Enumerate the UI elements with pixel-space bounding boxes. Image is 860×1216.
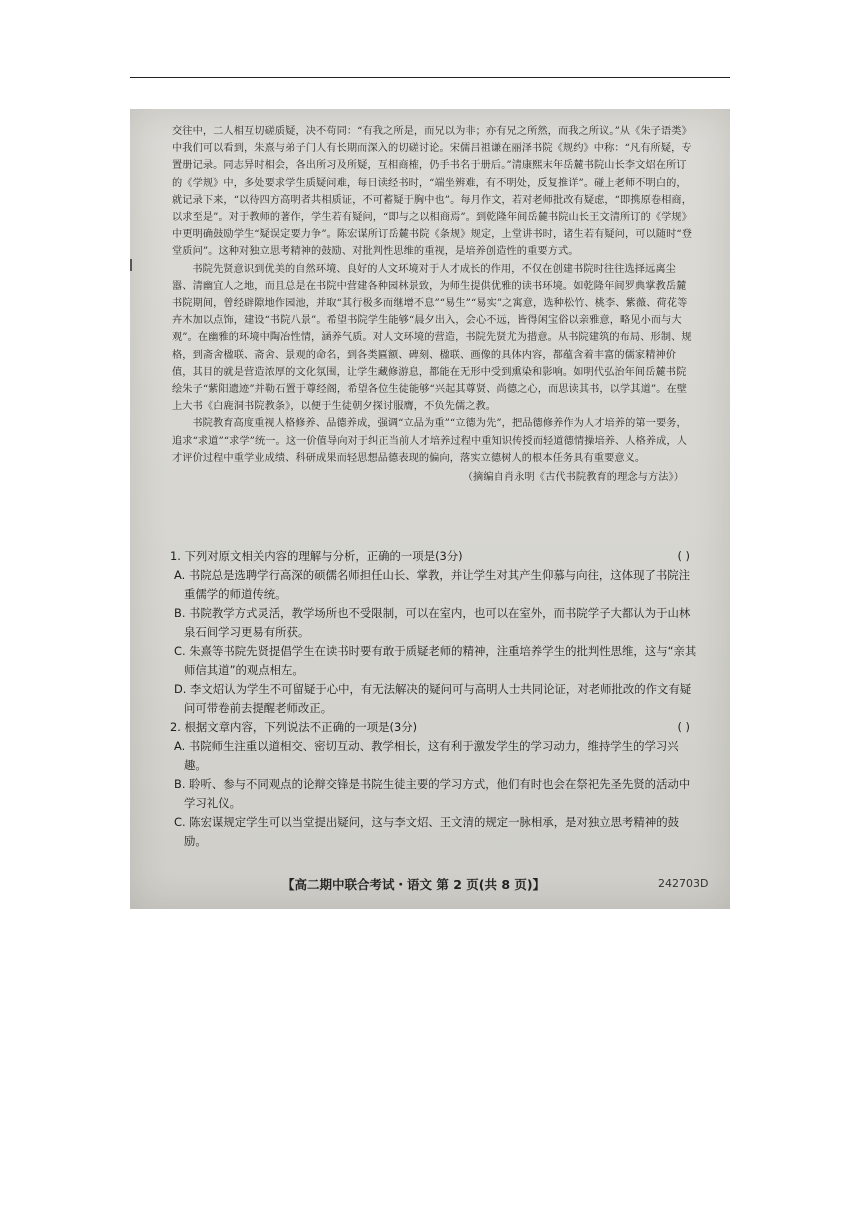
question-1-option-a: A. 书院总是选聘学行高深的硕儒名师担任山长、掌教，并让学生对其产生仰慕与向往，这体现了书院注重儒学的师道传统。 xyxy=(174,568,691,601)
edge-mark xyxy=(130,259,132,271)
question-1 xyxy=(170,547,698,718)
question-2-option-a: A. 书院师生注重以道相交、密切互动、教学相长，这有利于激发学生的学习动力，维持学生的学习兴趣。 xyxy=(174,739,679,772)
question-2-answer-blank: ( ) xyxy=(677,720,690,734)
question-1-option-c: C. 朱熹等书院先贤提倡学生在读书时要有敢于质疑老师的精神，注重培养学生的批判性思维，这与“亲其师信其道”的观点相左。 xyxy=(174,644,697,677)
passage-paragraph-2: 书院先贤意识到优美的自然环境、良好的人文环境对于人才成长的作用，不仅在创建书院时往往选择远离尘嚣、清幽宜人之地，而且总是在书院中营建各种园林景致，为师生提供优雅的读书环境。如乾隆年间罗典掌教岳麓书院期间，曾经辟隙地作园池，并取“其行极多而继增不息”“易生”“易实”之寓意，选种松竹、桃李、紫薇、荷花等卉木加以点饰，建设“书院八景”。希望书院学生能够“晨夕出入，会心不远，皆得闲宝俗以亲雅意，略见小而与大观”。在幽雅的环境中陶冶性情，涵养气质。对人文环境的营造，书院先贤尤为措意。从书院建筑的布局、形制、规格，到斋舍楹联、斋舍、景观的命名，到各类匾额、碑刻、楹联、画像的具体内容，都蕴含着丰富的儒家精神价值，其目的就是营造浓厚的文化氛围，让学生藏修游息，都能在无形中受到熏染和影响。如明代弘治年间岳麓书院绘朱子“紫阳遗迹”并勒石置于尊经阁，希望各位生徒能够“兴起其尊贤、尚德之心，而思读其书，以学其道”。在壁上大书《白鹿洞书院教条》，以便于生徒朝夕探讨服膺，不负先儒之教。 xyxy=(172,263,692,413)
exam-page-photo xyxy=(130,109,730,909)
question-2-option-b: B. 聆听、参与不同观点的论辩交锋是书院生徒主要的学习方式，他们有时也会在祭祀先圣先贤的活动中学习礼仪。 xyxy=(174,777,691,810)
top-rule xyxy=(130,77,730,78)
page-footer xyxy=(130,869,730,899)
passage-source: （摘编自肖永明《古代书院教育的理念与方法》） xyxy=(462,472,684,484)
question-2-option-c: C. 陈宏谋规定学生可以当堂提出疑问，这与李文炤、王文清的规定一脉相承，是对独立思考精神的鼓励。 xyxy=(174,815,679,848)
footer-title: 【高二期中联合考试・语文 第 2 页(共 8 页)】 xyxy=(282,877,546,892)
footer-code: 242703D xyxy=(658,877,709,890)
reading-passage xyxy=(172,123,692,486)
question-2 xyxy=(170,718,698,851)
question-1-answer-blank: ( ) xyxy=(677,549,690,563)
question-1-stem: 1. 下列对原文相关内容的理解与分析，正确的一项是(3分) xyxy=(170,549,463,563)
question-2-stem: 2. 根据文章内容，下列说法不正确的一项是(3分) xyxy=(170,720,418,734)
passage-paragraph-1: 交往中，二人相互切磋质疑，决不苟同：“有我之所是，而兄以为非；亦有兄之所然，而我之所议。”从《朱子语类》中我们可以看到，朱熹与弟子门人有长期而深入的切磋讨论。宋儒吕祖谦在丽泽书院《规约》中称：“凡有所疑，专置册记录。同志异时相会，各出所习及所疑，互相商榷，仍手书名于册后。”清康熙末年岳麓书院山长李文炤在所订的《学规》中，多处要求学生质疑问难，每日读经书时，“端坐辨难，有不明处，反复推详”。碰上老师不明白的，就记录下来，“以待四方高明者共相质证，不可蓄疑于胸中也”。每月作文，若对老师批改有疑虑，“即携原卷相商，以求至是”。对于教师的著作，学生若有疑问，“即与之以相商焉”。到乾隆年间岳麓书院山长王文清所订的《学规》中更明确鼓励学生“疑误定要力争”。陈宏谋所订岳麓书院《条规》规定，上堂讲书时，诸生若有疑问，可以随时“登堂质问”。这种对独立思考精神的鼓励、对批判性思维的重视，是培养创造性的重要方式。 xyxy=(172,126,693,258)
question-list xyxy=(170,547,698,851)
question-1-option-b: B. 书院教学方式灵活，教学场所也不受限制，可以在室内，也可以在室外，而书院学子大都认为于山林泉石间学习更易有所获。 xyxy=(174,606,691,639)
question-1-option-d: D. 李文炤认为学生不可留疑于心中，有无法解决的疑问可与高明人士共同论证，对老师批改的作文有疑问可带卷前去提醒老师改正。 xyxy=(174,682,692,715)
passage-paragraph-3: 书院教育高度重视人格修养、品德养成，强调“立品为重”“立德为先”，把品德修养作为人才培养的第一要务，追求“求道”“求学”统一。这一价值导向对于纠正当前人才培养过程中重知识传授而轻道德情操培养、人格养成，人才评价过程中重学业成绩、科研成果而轻思想品德表现的偏向，落实立德树人的根本任务具有重要意义。 xyxy=(172,418,688,464)
